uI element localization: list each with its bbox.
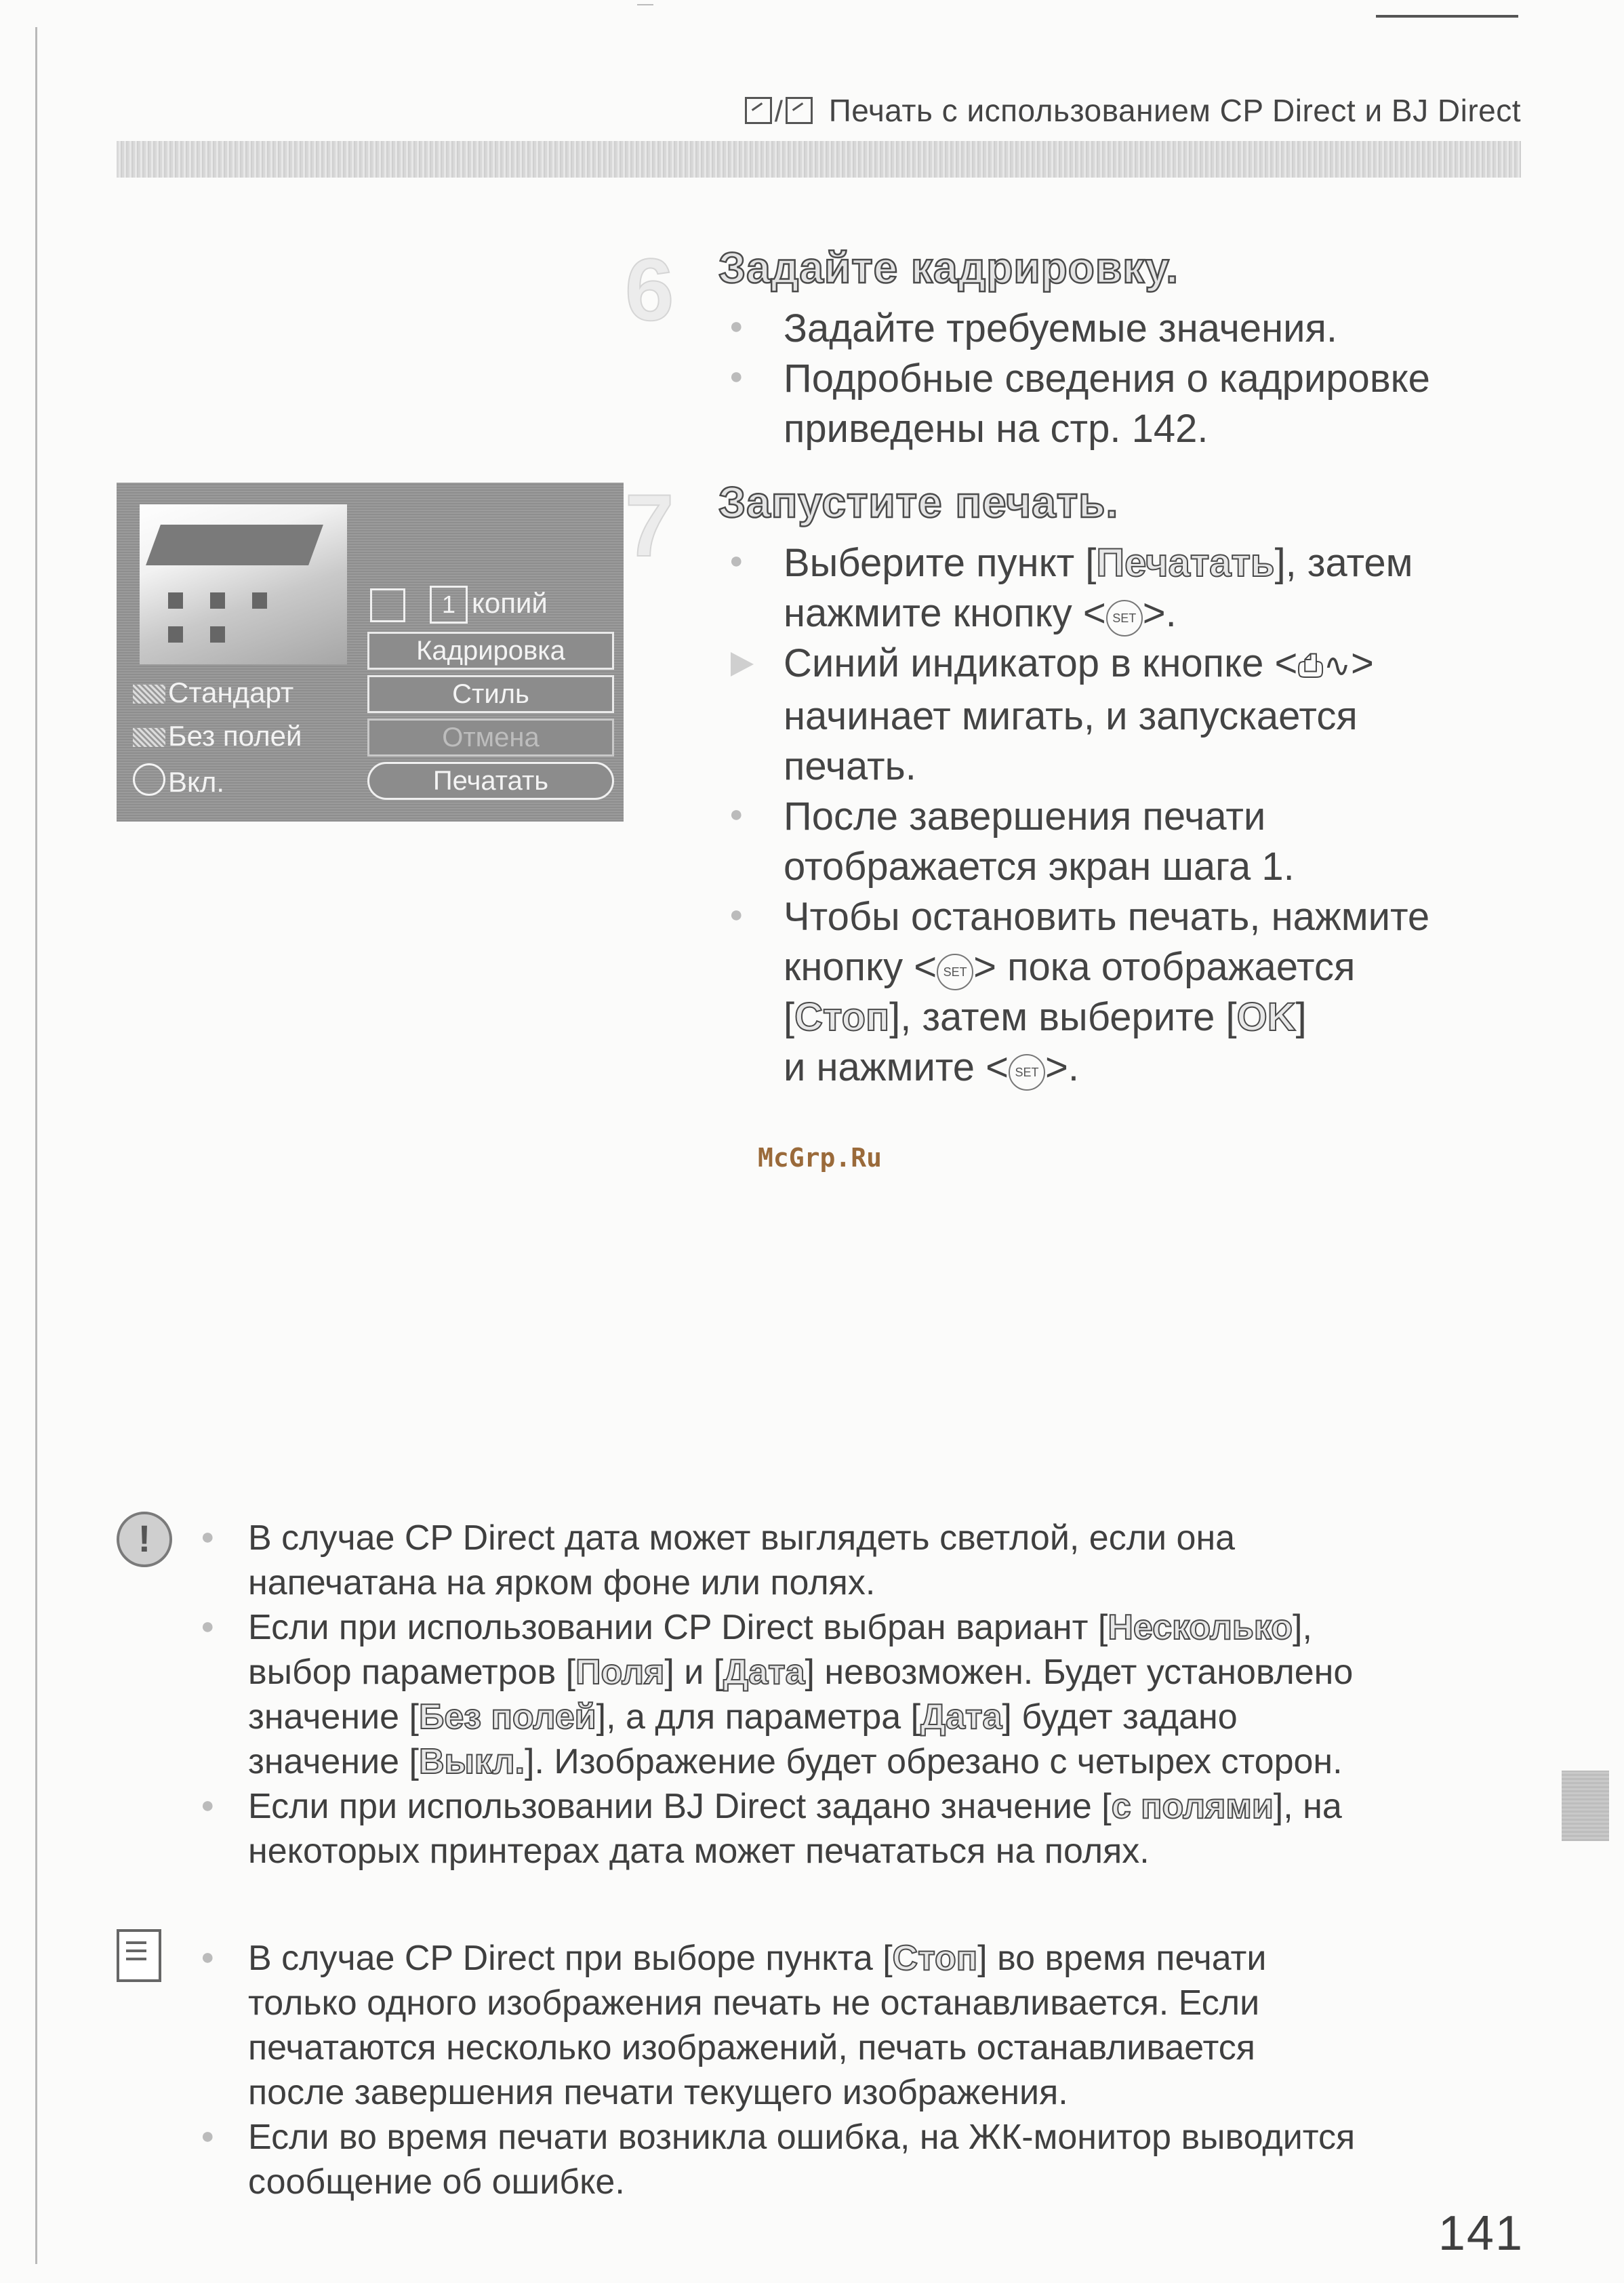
list-item	[201, 2115, 1529, 2204]
header-title: Печать с использованием CP Direct и BJ Direct	[828, 93, 1521, 128]
set-button-icon: SET	[1106, 600, 1143, 637]
result-arrow-icon	[731, 652, 754, 676]
note-text: значение [Без полей], а для параметра [Дата] будет задано	[248, 1697, 1238, 1737]
watermark: McGrp.Ru	[758, 1143, 882, 1173]
set-button-icon: SET	[937, 954, 973, 990]
house-window	[252, 592, 267, 609]
list-item	[718, 354, 1532, 454]
step-6-bullets	[718, 304, 1532, 454]
header-band	[117, 141, 1521, 178]
step-7-bullets	[718, 538, 1545, 1093]
house-window	[168, 626, 183, 643]
note-text: выбор параметров [Поля] и [Дата] невозможен. Будет установлено	[248, 1653, 1354, 1692]
bullet-text: [Стоп], затем выберите [OK]	[784, 995, 1307, 1039]
bullet-text: отображается экран шага 1.	[784, 845, 1295, 889]
caution-icon: !	[117, 1512, 172, 1567]
list-item	[201, 1936, 1529, 2115]
list-item	[201, 1516, 1529, 1605]
bullet-icon: ●	[201, 2123, 215, 2149]
house-window	[168, 592, 183, 609]
borderless-icon	[133, 728, 165, 747]
note-text: только одного изображения печать не останавливается. Если	[248, 1983, 1260, 2023]
bullet-text: кнопку < SET > пока отображается	[784, 945, 1356, 989]
note-text: В случае CP Direct дата может выглядеть светлой, если она	[248, 1518, 1236, 1558]
bj-direct-icon	[786, 97, 813, 124]
bullet-text: приведены на стр. 142.	[784, 407, 1209, 451]
top-tick-mark	[637, 4, 653, 5]
lcd-photo-thumbnail	[140, 504, 347, 664]
bullet-text: нажмите кнопку < SET >.	[784, 591, 1177, 635]
step-6-title: Задайте кадрировку.	[718, 243, 1179, 292]
option-label: Вкл.	[168, 766, 225, 798]
note-text: Если при использовании CP Direct выбран вариант [Несколько],	[248, 1608, 1312, 1647]
note-text: сообщение об ошибке.	[248, 2162, 625, 2202]
lcd-option-date	[133, 763, 224, 799]
cp-direct-icon	[745, 97, 772, 124]
caution-notes	[201, 1516, 1529, 1874]
bullet-icon: ●	[201, 1944, 215, 1970]
bullet-icon: ●	[729, 363, 744, 389]
set-button-icon: SET	[1009, 1054, 1045, 1091]
copies-label: копий	[472, 587, 548, 619]
note-text: В случае CP Direct при выборе пункта [Стоп] во время печати	[248, 1939, 1267, 1978]
bullet-text: Задайте требуемые значения.	[784, 306, 1338, 350]
option-label: Без полей	[168, 720, 302, 752]
note-text: некоторых принтерах дата может печататься на полях.	[248, 1832, 1150, 1871]
lcd-option-borders	[133, 720, 302, 752]
list-item	[718, 892, 1545, 1093]
note-text: Если при использовании BJ Direct задано значение [с полями], на	[248, 1787, 1342, 1826]
house-window	[210, 626, 225, 643]
step-6-number: 6	[625, 240, 674, 339]
header-icons	[745, 92, 813, 129]
house-window	[210, 592, 225, 609]
bullet-text: начинает мигать, и запускается	[784, 694, 1358, 738]
bullet-text: печать.	[784, 744, 916, 788]
lcd-cancel-button[interactable]: Отмена	[367, 719, 614, 756]
lcd-option-paper	[133, 676, 293, 709]
list-item	[201, 1784, 1529, 1874]
lcd-trimming-button[interactable]: Кадрировка	[367, 632, 614, 670]
note-text: печатаются несколько изображений, печать останавливается	[248, 2028, 1255, 2067]
bullet-text: Подробные сведения о кадрировке	[784, 357, 1430, 401]
step-7-title: Запустите печать.	[718, 478, 1119, 527]
top-corner-line	[1376, 15, 1518, 18]
step-7-number: 7	[625, 476, 674, 575]
section-header	[745, 92, 1521, 129]
page-number: 141	[1438, 2206, 1524, 2261]
bullet-text: Синий индикатор в кнопке <⎙∿>	[784, 641, 1374, 685]
list-item	[718, 538, 1545, 639]
bullet-icon: ●	[201, 1613, 215, 1639]
option-label: Стандарт	[168, 676, 294, 708]
bullet-icon: ●	[201, 1792, 215, 1818]
bullet-text: и нажмите < SET >.	[784, 1045, 1080, 1089]
house-roof	[146, 525, 323, 565]
note-text: значение [Выкл.]. Изображение будет обрезано с четырех сторон.	[248, 1742, 1343, 1781]
list-item	[201, 1605, 1529, 1784]
print-share-button-icon: ⎙∿	[1297, 648, 1351, 684]
memo-icon	[117, 1929, 161, 1982]
list-item	[718, 304, 1532, 354]
copies-icon	[370, 588, 405, 622]
lcd-print-button[interactable]: Печатать	[367, 762, 614, 800]
bullet-icon: ●	[729, 902, 744, 927]
bullet-text: Выберите пункт [Печатать], затем	[784, 541, 1413, 585]
bullet-icon: ●	[201, 1524, 215, 1550]
bullet-text: Чтобы остановить печать, нажмите	[784, 895, 1430, 939]
memo-notes	[201, 1936, 1529, 2204]
bullet-text: После завершения печати	[784, 794, 1266, 839]
copies-count: 1	[430, 586, 468, 624]
list-item	[718, 639, 1545, 792]
note-text: после завершения печати текущего изображения.	[248, 2073, 1068, 2112]
list-item	[718, 792, 1545, 892]
header-slash: /	[774, 95, 784, 128]
bullet-icon: ●	[729, 313, 744, 339]
paper-icon	[133, 685, 165, 704]
clock-icon	[133, 763, 165, 796]
page-edge-rule	[35, 27, 37, 2264]
note-text: напечатана на ярком фоне или полях.	[248, 1563, 876, 1602]
bullet-icon: ●	[729, 801, 744, 827]
bullet-icon: ●	[729, 548, 744, 573]
note-text: Если во время печати возникла ошибка, на ЖК-монитор выводится	[248, 2118, 1356, 2157]
lcd-style-button[interactable]: Стиль	[367, 675, 614, 713]
chapter-side-tab	[1562, 1771, 1609, 1841]
